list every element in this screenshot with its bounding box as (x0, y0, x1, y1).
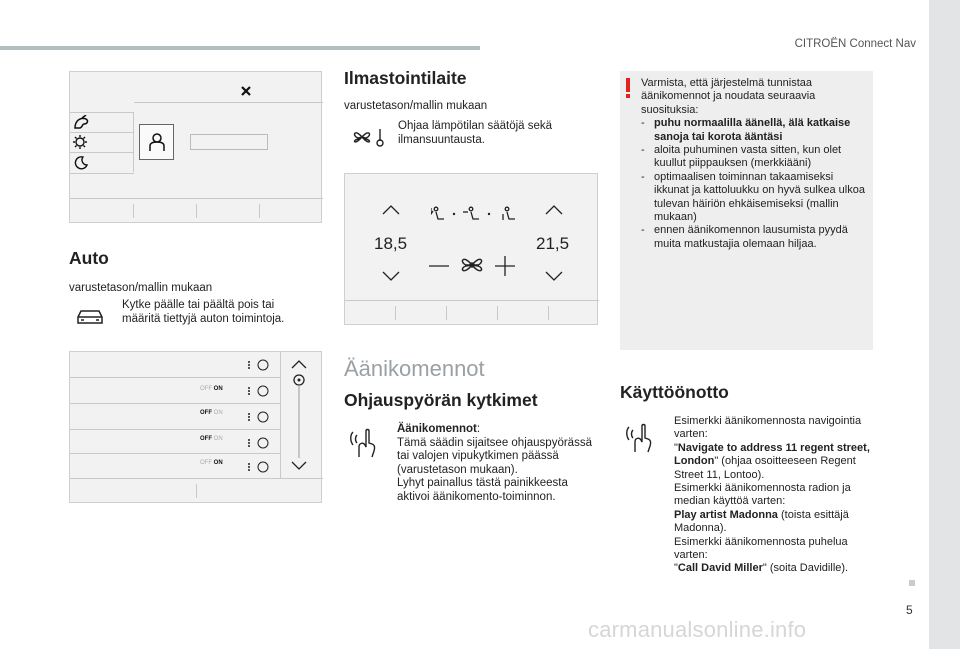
scroll-controls-icon (289, 358, 309, 472)
radio-example-command: Play artist Madonna (674, 508, 778, 521)
warning-item-text: puhu normaalilla äänellä, älä katkaise sanoja tai korota ääntäsi (654, 117, 851, 143)
warning-box (620, 71, 873, 350)
toggle-off-label: OFF (200, 386, 212, 392)
phone-example-quote: " (674, 562, 678, 575)
section-title-climate: Ilmastointilaite (344, 68, 467, 88)
temp-left-up-icon (381, 204, 401, 216)
fan-icon (458, 251, 486, 279)
climate-subtitle: varustetason/mallin mukaan (344, 100, 488, 112)
continue-marker (909, 580, 915, 586)
voice-commands-text (397, 423, 597, 504)
settings-screen-illustration (69, 71, 322, 223)
toggle-on-label: ON (213, 436, 223, 442)
section-title-voice-commands: Äänikomennot (344, 356, 485, 381)
document-title: CITROËN Connect Nav (794, 38, 916, 50)
warning-exclamation-icon (626, 78, 631, 98)
watermark: carmanualsonline.info (588, 617, 807, 642)
fan-minus-icon (429, 264, 449, 268)
page-number: 5 (906, 603, 913, 617)
header-rule (0, 46, 480, 50)
close-icon (240, 85, 252, 97)
voice-command-icon (625, 420, 655, 454)
air-distribution-icons (431, 206, 517, 222)
voice-line-2: Lyhyt painallus tästä painikkeesta aktivoi äänikomento-toiminnon. (397, 477, 568, 503)
temp-right-down-icon (544, 270, 564, 282)
side-strip (929, 0, 960, 649)
warning-item-text: ennen äänikomennon lausumista pyydä muita matkustajia olemaan hiljaa. (654, 224, 848, 250)
warning-item (641, 144, 867, 171)
climate-description: Ohjaa lämpötilan säätöjä sekä ilmansuuntausta. (398, 120, 553, 146)
palette-icon (73, 115, 89, 130)
warning-item-dash: - (641, 170, 645, 183)
nav-example-quote: " (674, 441, 678, 454)
warning-item-dash: - (641, 117, 645, 130)
screen-field (190, 134, 268, 150)
warning-item-text: aloita puhuminen vasta sitten, kun olet kuullut piippauksen (merkkiääni) (654, 144, 842, 170)
vehicle-settings-screen-illustration (69, 351, 322, 503)
moon-icon (74, 156, 88, 170)
warning-item-dash: - (641, 144, 645, 157)
voice-label: Äänikomennot (397, 423, 477, 435)
toggle-on-label: ON (213, 460, 223, 466)
climate-screen-illustration (344, 173, 598, 325)
auto-description: Kytke päälle tai päältä pois tai määritä tiettyjä auton toimintoja. (122, 299, 285, 325)
voice-line-1: Tämä säädin sijaitsee ohjauspyörässä tai valojen vipukytkimen päässä (varustetason mukaan). (397, 436, 592, 476)
nav-example-command: Navigate to address 11 regent street, London (674, 441, 870, 468)
phone-example-intro: Esimerkki äänikomennosta puhelua varten: (674, 535, 848, 562)
usage-examples (674, 415, 874, 576)
profile-box (139, 124, 174, 160)
phone-example-command: Call David Miller (677, 562, 763, 575)
nav-example-intro: Esimerkki äänikomennosta navigointia varten: (674, 415, 862, 441)
temp-right-up-icon (544, 204, 564, 216)
user-profile-icon (148, 132, 166, 152)
warning-item-text: optimaalisen toiminnan takaamiseksi ikkunat ja kattoluukku on hyvä sulkea ulkoa tulevan häiriön ehkäisemiseksi (mallin mukaan) (654, 170, 865, 224)
nav-example-result: " (ohjaa osoitteeseen Regent Street 11, Lontoo). (674, 455, 856, 481)
voice-command-icon (349, 425, 379, 459)
toggle-off-label: OFF (200, 436, 212, 442)
radio-example-intro: Esimerkki äänikomennosta radion ja median käyttöä varten: (674, 482, 851, 508)
warning-item (641, 224, 867, 251)
warning-item (641, 171, 867, 225)
radio-example-result: (toista esittäjä Madonna). (674, 508, 849, 535)
auto-subtitle: varustetason/mallin mukaan (69, 282, 213, 294)
warning-item (641, 117, 867, 144)
phone-example-result: " (soita Davidille). (762, 562, 849, 575)
fan-plus-icon (495, 256, 515, 276)
temp-left-down-icon (381, 270, 401, 282)
row-info-icons (245, 356, 275, 474)
temperature-right: 21,5 (536, 234, 570, 253)
toggle-on-label: ON (213, 410, 223, 416)
warning-list (641, 117, 867, 251)
section-title-usage: Käyttöönotto (620, 382, 729, 402)
settings-gear-icon (72, 134, 90, 150)
voice-label-colon: : (476, 423, 481, 435)
steering-switches-title: Ohjauspyörän kytkimet (344, 390, 538, 410)
warning-item-dash: - (641, 224, 645, 237)
warning-intro: Varmista, että järjestelmä tunnistaa äänikomennot ja noudata seuraavia suosituksia: (641, 77, 816, 116)
fan-temperature-icon (350, 126, 386, 148)
toggle-on-label: ON (213, 386, 223, 392)
section-title-auto: Auto (69, 248, 109, 268)
toggle-off-label: OFF (200, 460, 212, 466)
temperature-left: 18,5 (374, 234, 408, 253)
car-icon (75, 308, 105, 326)
toggle-off-label: OFF (200, 410, 212, 416)
